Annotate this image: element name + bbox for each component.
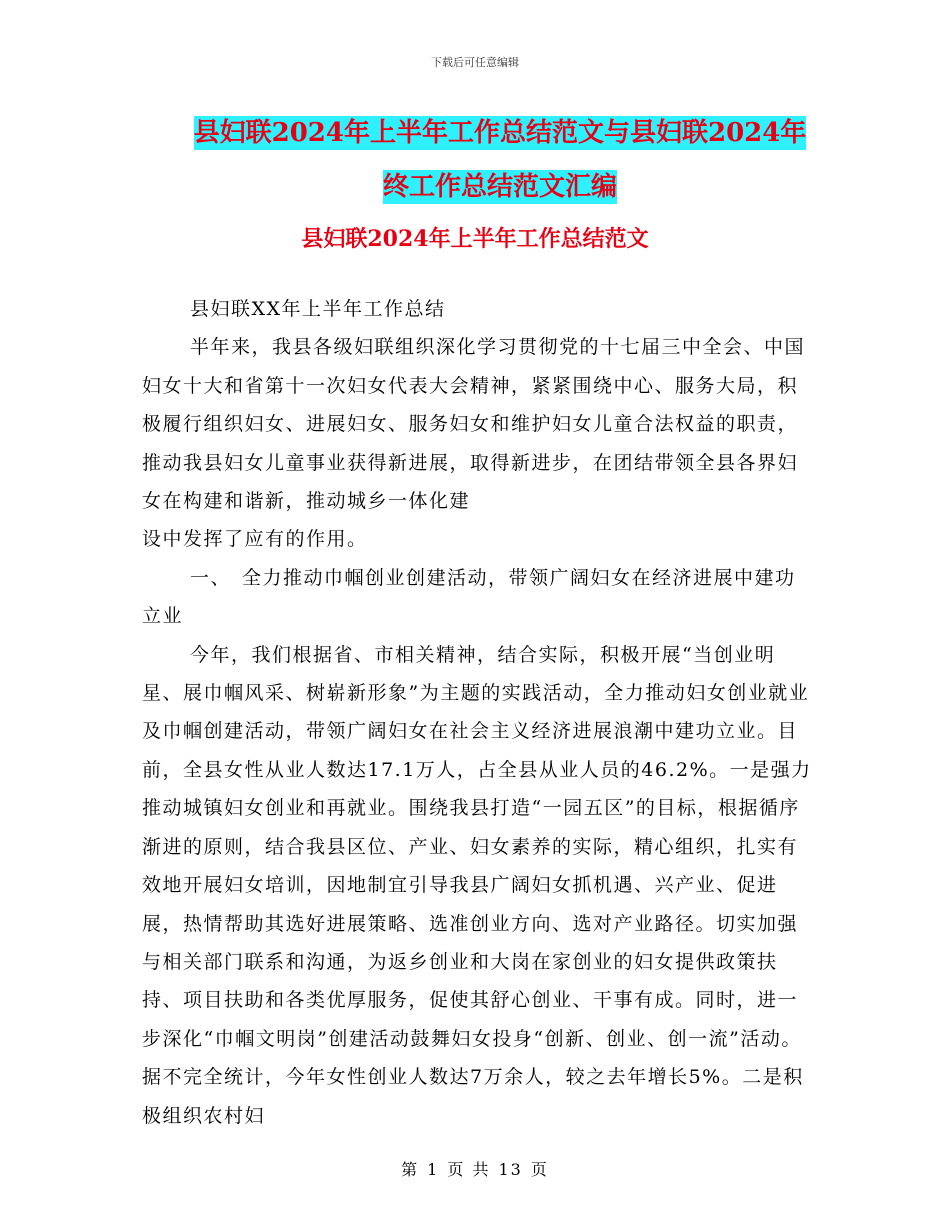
footer-middle: 页 共 [447,1160,491,1179]
paragraph-body: 今年，我们根据省、市相关精神，结合实际，积极开展“当创业明星、展巾帼风采、树崭新形象”为主题的实践活动，全力推动妇女创业就业及巾帼创建活动，带领广阔妇女在社会主义经济进展浪潮中建功立业。目前，全县女性从业人数达17.1万人，占全县从业人员的46.2%。一是强力推动城镇妇女创业和再就业。围绕我县打造“一园五区”的目标，根据循序渐进的原则，结合我县区位、产业、妇女素养的实际，精心组织，扎实有效地开展妇女培训，因地制宜引导我县广阔妇女抓机遇、兴产业、促进展，热情帮助其选好进展策略、选准创业方向、选对产业路径。切实加强与相关部门联系和沟通，为返乡创业和大岗在家创业的妇女提供政策扶持、项目扶助和各类优厚服务，促使其舒心创业、干事有成。同时，进一步深化“巾帼文明岗”创建活动鼓舞妇女投身“创新、创业、创一流”活动。据不完全统计，今年女性创业人数达7万余人，较之去年增长5%。二是积极组织农村妇 [142,643,812,1127]
document-title-line-2: 终工作总结范文汇编 [382,172,617,202]
footer-prefix: 第 [401,1160,420,1179]
paragraph-subtitle: 县妇联XX年上半年工作总结 [190,298,446,320]
footer-page-number: 1 [427,1160,440,1179]
page-footer [0,1157,950,1180]
section-title: 县妇联2024年上半年工作总结范文 [301,226,649,252]
document-body [142,290,812,1135]
document-title-line-1: 县妇联2024年上半年工作总结范文与县妇联2024年 [193,118,807,148]
paragraph-intro: 半年来，我县各级妇联组织深化学习贯彻党的十七届三中全会、中国妇女十大和省第十一次妇女代表大会精神，紧紧围绕中心、服务大局，积极履行组织妇女、进展妇女、服务妇女和维护妇女儿童合法权益的职责，推动我县妇女儿童事业获得新进展，取得新进步，在团结带领全县各界妇女在构建和谐新，推动城乡一体化建 [142,336,806,513]
footer-suffix: 页 [530,1160,549,1179]
footer-total-pages: 13 [498,1160,523,1179]
paragraph-intro-continuation: 设中发挥了应有的作用。 [142,528,368,551]
header-note: 下载后可任意编辑 [431,56,519,69]
document-title [150,106,850,214]
paragraph-heading-one: 一、 全力推动巾帼创业创建活动，带领广阔妇女在经济进展中建功立业 [142,566,796,628]
